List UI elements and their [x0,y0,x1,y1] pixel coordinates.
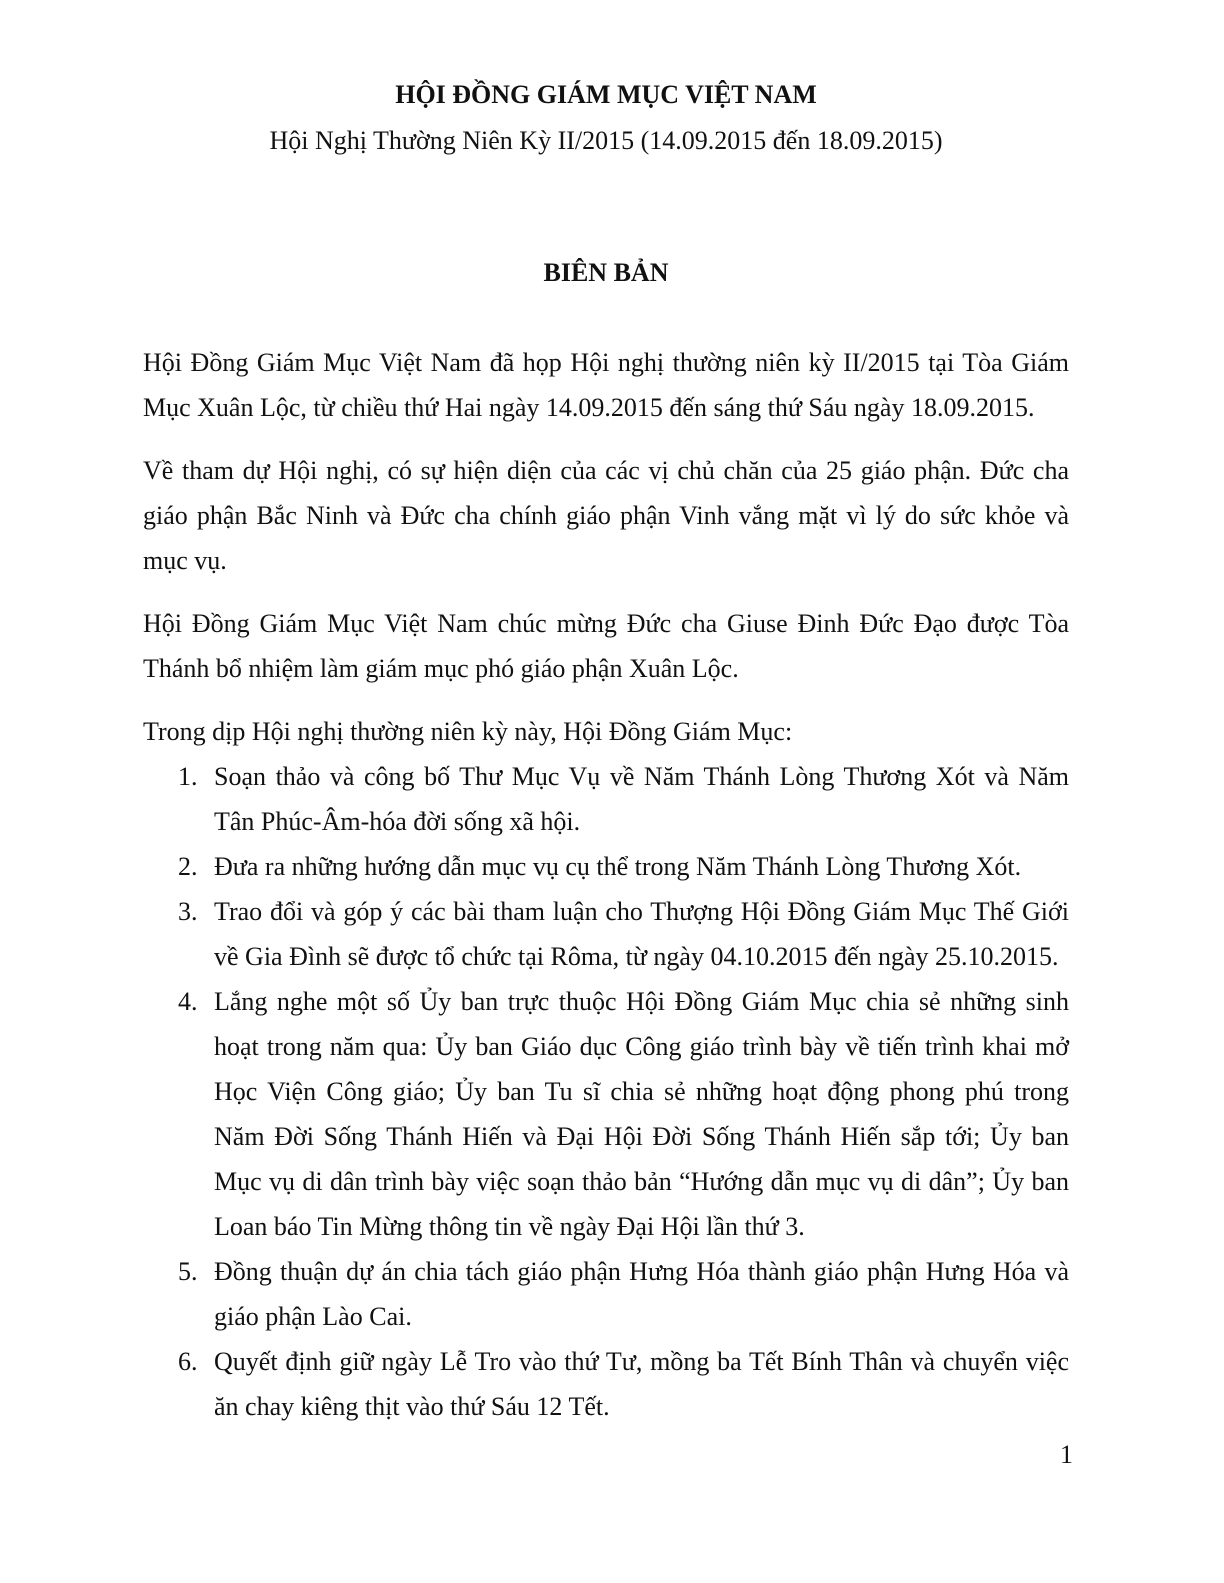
paragraph-attendance: Về tham dự Hội nghị, có sự hiện diện của các vị chủ chăn của 25 giáo phận. Đức cha giáo phận Bắc Ninh và Đức cha chính giáo phận Vinh vắng mặt vì lý do sức khỏe và mục vụ. [143,456,1069,575]
document-heading: BIÊN BẢN [543,258,669,287]
list-item [143,754,1069,844]
paragraph-congratulations: Hội Đồng Giám Mục Việt Nam chúc mừng Đức cha Giuse Đinh Đức Đạo được Tòa Thánh bổ nhiệm làm giám mục phó giáo phận Xuân Lộc. [143,609,1069,683]
page-number: 1 [1060,1440,1073,1469]
list-item-number: 2. [178,852,198,881]
paragraph-meeting-info: Hội Đồng Giám Mục Việt Nam đã họp Hội nghị thường niên kỳ II/2015 tại Tòa Giám Mục Xuân Lộc, từ chiều thứ Hai ngày 14.09.2015 đến sáng thứ Sáu ngày 18.09.2015. [143,348,1069,422]
list-item-number: 3. [178,897,198,926]
list-item-text: Trao đổi và góp ý các bài tham luận cho Thượng Hội Đồng Giám Mục Thế Giới về Gia Đình sẽ được tổ chức tại Rôma, từ ngày 04.10.2015 đến ngày 25.10.2015. [214,897,1069,971]
meeting-subtitle: Hội Nghị Thường Niên Kỳ II/2015 (14.09.2015 đến 18.09.2015) [269,126,943,155]
list-item-number: 1. [178,762,198,791]
list-item-number: 5. [178,1257,198,1286]
list-item-number: 6. [178,1347,198,1376]
list-item [143,1249,1069,1339]
list-item [143,979,1069,1249]
list-item-text: Lắng nghe một số Ủy ban trực thuộc Hội Đồng Giám Mục chia sẻ những sinh hoạt trong năm qua: Ủy ban Giáo dục Công giáo trình bày về tiến trình khai mở Học Viện Công giáo; Ủy ban Tu sĩ chia sẻ những hoạt động phong phú trong Năm Đời Sống Thánh Hiến và Đại Hội Đời Sống Thánh Hiến sắp tới; Ủy ban Mục vụ di dân trình bày việc soạn thảo bản “Hướng dẫn mục vụ di dân”; Ủy ban Loan báo Tin Mừng thông tin về ngày Đại Hội lần thứ 3. [214,987,1069,1241]
list-item [143,1339,1069,1429]
list-item-text: Quyết định giữ ngày Lễ Tro vào thứ Tư, mồng ba Tết Bính Thân và chuyển việc ăn chay kiêng thịt vào thứ Sáu 12 Tết. [214,1347,1069,1421]
list-item [143,889,1069,979]
list-item [143,844,1069,889]
list-item-text: Đồng thuận dự án chia tách giáo phận Hưng Hóa thành giáo phận Hưng Hóa và giáo phận Lào Cai. [214,1257,1069,1331]
list-item-number: 4. [178,987,198,1016]
organization-title: HỘI ĐỒNG GIÁM MỤC VIỆT NAM [395,80,817,109]
list-intro: Trong dịp Hội nghị thường niên kỳ này, Hội Đồng Giám Mục: [143,717,793,746]
list-item-text: Đưa ra những hướng dẫn mục vụ cụ thể trong Năm Thánh Lòng Thương Xót. [214,852,1022,881]
decision-list [143,754,1069,1429]
list-item-text: Soạn thảo và công bố Thư Mục Vụ về Năm Thánh Lòng Thương Xót và Năm Tân Phúc-Âm-hóa đời sống xã hội. [214,762,1069,836]
document-body [143,340,1069,1429]
